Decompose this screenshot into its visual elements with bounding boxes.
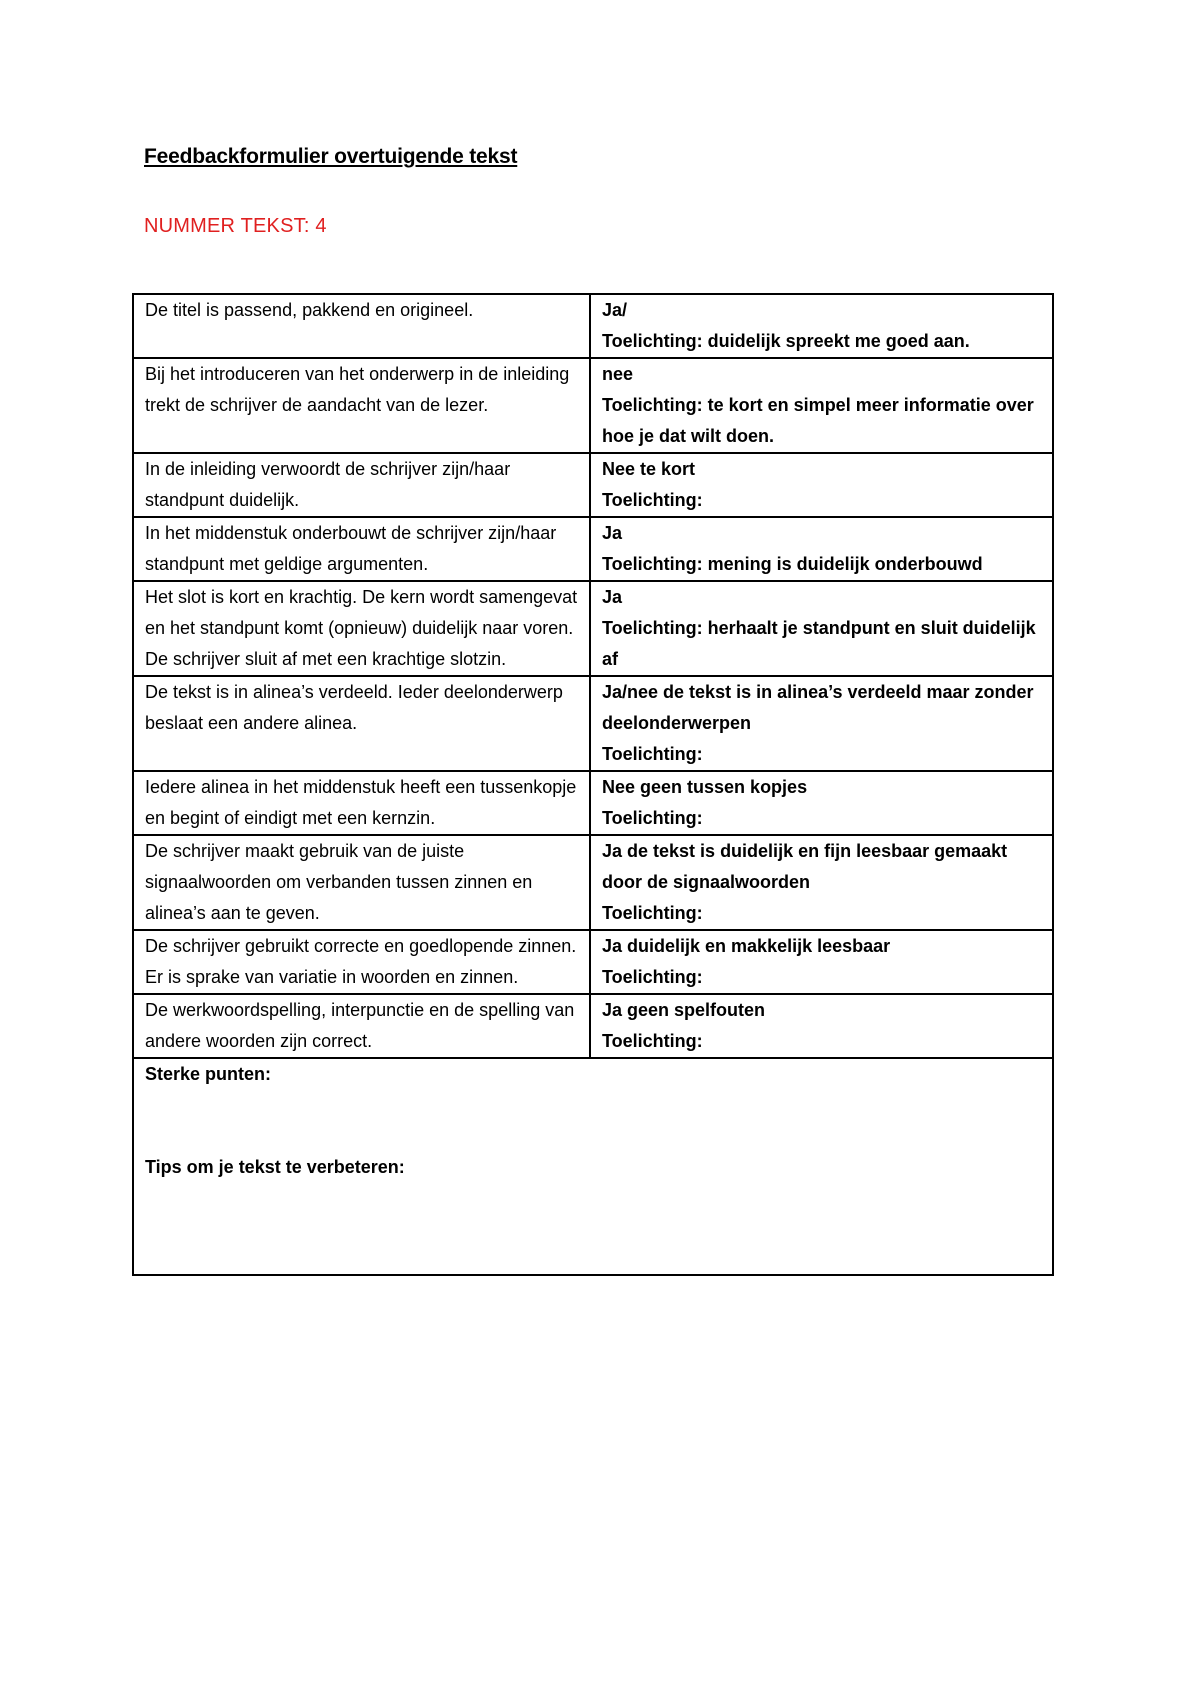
answer-cell [590,581,1053,676]
answer-explanation: Toelichting: te kort en simpel meer informatie over hoe je dat wilt doen. [602,395,1034,446]
answer-explanation: Toelichting: [602,744,703,764]
answer-cell [590,994,1053,1058]
table-row [133,581,1053,676]
answer-verdict: Nee geen tussen kopjes [602,777,808,797]
table-row [133,676,1053,771]
criterion-cell [133,517,590,581]
answer-cell [590,453,1053,517]
answer-cell [590,930,1053,994]
criterion-text: In het middenstuk onderbouwt de schrijver zijn/haar standpunt met geldige argumenten. [145,523,557,574]
criterion-text: De tekst is in alinea’s verdeeld. Ieder deelonderwerp beslaat een andere alinea. [145,682,563,733]
criterion-cell [133,294,590,358]
table-row [133,771,1053,835]
answer-explanation: Toelichting: [602,808,703,828]
strengths-label: Sterke punten: [145,1064,272,1084]
table-row [133,453,1053,517]
tips-label: Tips om je tekst te verbeteren: [145,1157,405,1177]
table-row [133,294,1053,358]
answer-cell [590,294,1053,358]
criterion-text: De titel is passend, pakkend en origineel. [145,300,474,320]
table-row [133,930,1053,994]
criterion-cell [133,835,590,930]
criterion-text: Bij het introduceren van het onderwerp in de inleiding trekt de schrijver de aandacht van de lezer. [145,364,570,415]
answer-explanation: Toelichting: [602,1031,703,1051]
feedback-table [132,293,1054,1276]
criterion-cell [133,771,590,835]
criterion-text: Het slot is kort en krachtig. De kern wordt samengevat en het standpunt komt (opnieuw) duidelijk naar voren. De schrijver sluit af met een krachtige slotzin. [145,587,578,669]
answer-verdict: Ja [602,523,623,543]
summary-row [133,1058,1053,1275]
answer-verdict: Ja de tekst is duidelijk en fijn leesbaar gemaakt door de signaalwoorden [602,841,1008,892]
text-number-heading: NUMMER TEKST: 4 [144,215,327,237]
criterion-cell [133,358,590,453]
answer-cell [590,835,1053,930]
answer-cell [590,358,1053,453]
answer-explanation: Toelichting: [602,490,703,510]
criterion-cell [133,581,590,676]
answer-verdict: Nee te kort [602,459,696,479]
page-title: Feedbackformulier overtuigende tekst [144,145,518,168]
table-row [133,358,1053,453]
answer-verdict: Ja/nee de tekst is in alinea’s verdeeld maar zonder deelonderwerpen [602,682,1034,733]
answer-cell [590,676,1053,771]
criterion-cell [133,994,590,1058]
answer-explanation: Toelichting: [602,967,703,987]
answer-cell [590,771,1053,835]
criterion-text: Iedere alinea in het middenstuk heeft een tussenkopje en begint of eindigt met een kernzin. [145,777,577,828]
criterion-cell [133,453,590,517]
criterion-cell [133,676,590,771]
answer-verdict: Ja/ [602,300,628,320]
answer-explanation: Toelichting: duidelijk spreekt me goed aan. [602,331,970,351]
summary-cell [133,1058,1053,1275]
answer-verdict: nee [602,364,634,384]
answer-explanation: Toelichting: mening is duidelijk onderbouwd [602,554,983,574]
answer-verdict: Ja [602,587,623,607]
answer-explanation: Toelichting: [602,903,703,923]
answer-verdict: Ja geen spelfouten [602,1000,766,1020]
answer-explanation: Toelichting: herhaalt je standpunt en sluit duidelijk af [602,618,1036,669]
criterion-cell [133,930,590,994]
criterion-text: De schrijver gebruikt correcte en goedlopende zinnen. Er is sprake van variatie in woorden en zinnen. [145,936,577,987]
criterion-text: De werkwoordspelling, interpunctie en de spelling van andere woorden zijn correct. [145,1000,575,1051]
criterion-text: In de inleiding verwoordt de schrijver zijn/haar standpunt duidelijk. [145,459,511,510]
criterion-text: De schrijver maakt gebruik van de juiste signaalwoorden om verbanden tussen zinnen en alinea’s aan te geven. [145,841,533,923]
answer-verdict: Ja duidelijk en makkelijk leesbaar [602,936,891,956]
strengths-space [145,1090,1042,1152]
table-row [133,994,1053,1058]
answer-cell [590,517,1053,581]
table-row [133,835,1053,930]
table-row [133,517,1053,581]
